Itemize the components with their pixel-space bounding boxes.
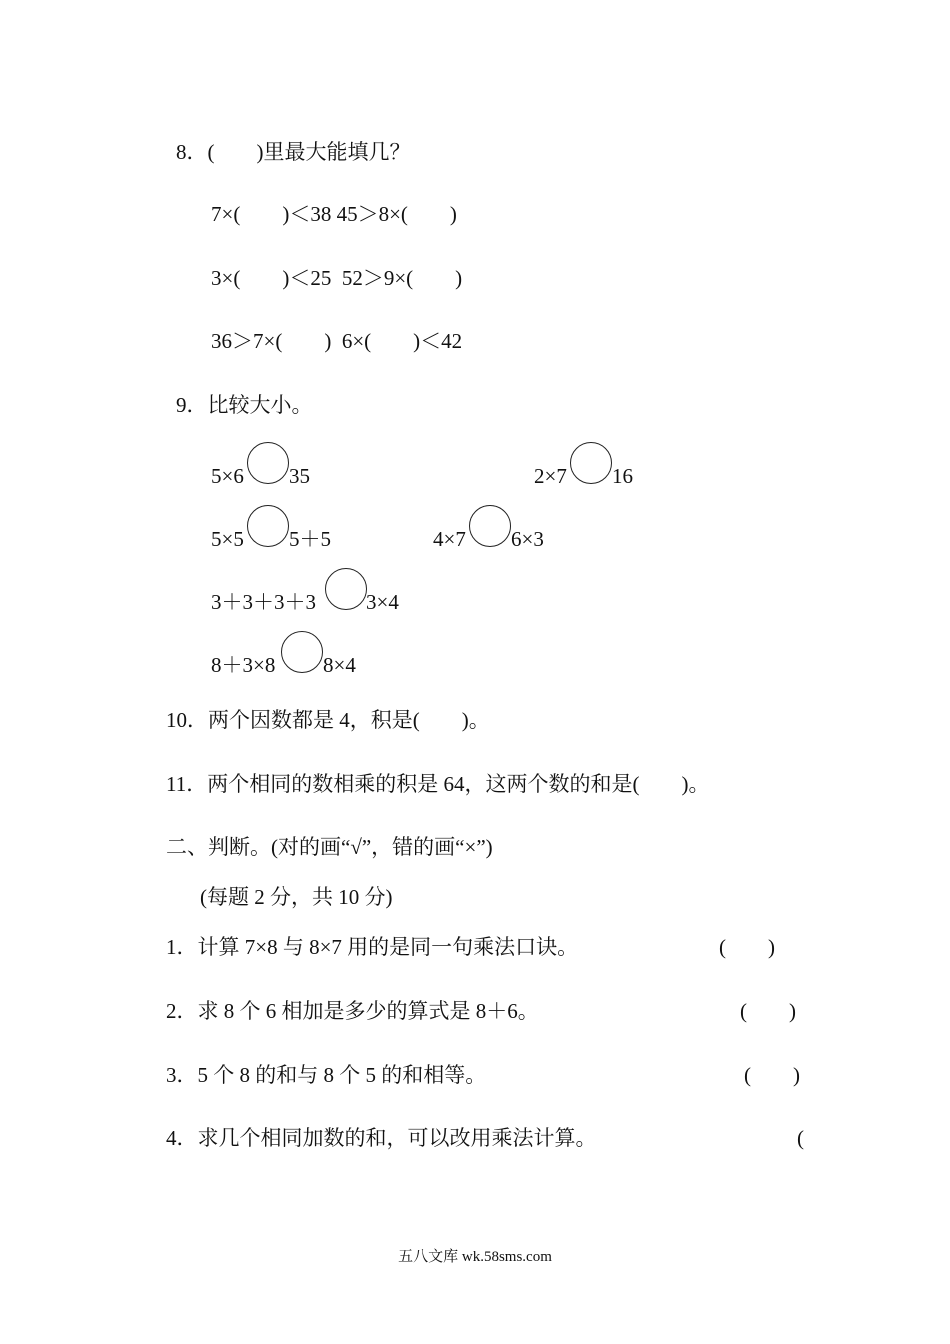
compare-left-4: 4×7 bbox=[433, 527, 466, 551]
judge-item-1: 1．计算 7×8 与 8×7 用的是同一句乘法口诀。 bbox=[166, 935, 579, 959]
q8-row-3: 36＞7×( ) 6×( )＜42 bbox=[211, 329, 463, 353]
section2-title: 二、判断。(对的画“√”，错的画“×”) bbox=[166, 835, 493, 859]
q9-title: 9．比较大小。 bbox=[176, 393, 313, 417]
compare-right-4: 6×3 bbox=[511, 527, 544, 551]
compare-circle-5[interactable] bbox=[325, 568, 367, 610]
compare-right-1: 35 bbox=[289, 464, 310, 488]
compare-left-3: 5×5 bbox=[211, 527, 244, 551]
judge-bracket-1[interactable]: ( ) bbox=[719, 935, 775, 959]
compare-left-6: 8＋3×8 bbox=[211, 653, 276, 677]
compare-right-3: 5＋5 bbox=[289, 527, 331, 551]
judge-bracket-3[interactable]: ( ) bbox=[744, 1063, 800, 1087]
footer-watermark: 五八文库 wk.58sms.com bbox=[398, 1249, 552, 1265]
judge-item-3: 3．5 个 8 的和与 8 个 5 的和相等。 bbox=[166, 1063, 487, 1087]
compare-circle-6[interactable] bbox=[281, 631, 323, 673]
q8-row-1: 7×( )＜38 45＞8×( ) bbox=[211, 202, 457, 226]
compare-left-1: 5×6 bbox=[211, 464, 244, 488]
q11: 11．两个相同的数相乘的积是 64，这两个数的和是( )。 bbox=[166, 772, 710, 796]
judge-item-2: 2．求 8 个 6 相加是多少的算式是 8＋6。 bbox=[166, 999, 539, 1023]
section2-points: (每题 2 分，共 10 分) bbox=[200, 885, 393, 909]
compare-right-5: 3×4 bbox=[366, 590, 399, 614]
compare-left-5: 3＋3＋3＋3 bbox=[211, 590, 316, 614]
compare-circle-4[interactable] bbox=[469, 505, 511, 547]
compare-circle-1[interactable] bbox=[247, 442, 289, 484]
compare-circle-2[interactable] bbox=[570, 442, 612, 484]
q8-row-2: 3×( )＜25 52＞9×( ) bbox=[211, 266, 463, 290]
compare-circle-3[interactable] bbox=[247, 505, 289, 547]
judge-bracket-4[interactable]: ( bbox=[797, 1126, 804, 1150]
judge-item-4: 4．求几个相同加数的和，可以改用乘法计算。 bbox=[166, 1126, 597, 1150]
compare-right-2: 16 bbox=[612, 464, 633, 488]
compare-right-6: 8×4 bbox=[323, 653, 356, 677]
q10: 10．两个因数都是 4，积是( )。 bbox=[166, 708, 490, 732]
q8-title: 8．( )里最大能填几？ bbox=[176, 140, 411, 164]
compare-left-2: 2×7 bbox=[534, 464, 567, 488]
judge-bracket-2[interactable]: ( ) bbox=[740, 999, 796, 1023]
